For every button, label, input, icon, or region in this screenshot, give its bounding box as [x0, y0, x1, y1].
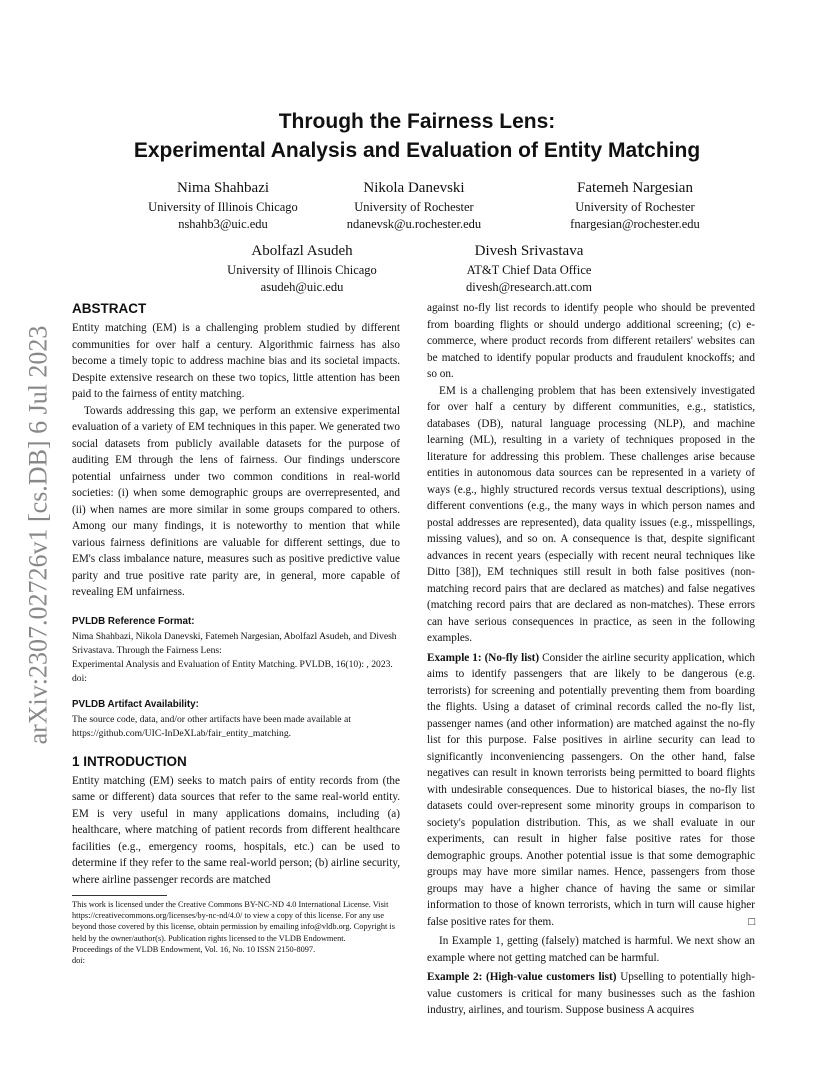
example-2-text: Upselling to potentially high-value customers is critical for many businesses such as the fashion industry, airlines, and tourism. Suppose business A acquires	[427, 971, 756, 1016]
paper-title	[72, 107, 762, 165]
right-column	[427, 300, 755, 1019]
author-email: asudeh@uic.edu	[260, 279, 344, 294]
author-email: nshahb3@uic.edu	[178, 216, 268, 231]
author-block	[128, 178, 318, 232]
author-name: Nikola Danevski	[363, 180, 465, 196]
author-email: ndanevsk@u.rochester.edu	[346, 216, 482, 231]
introduction-paragraph: EM is a challenging problem that has been extensively investigated for over half a century by different communities, e.g., statistics, databases (DB), natural language processing (NLP), and machine learning (ML), resulting in a variety of techniques proposed in the literature for addressing this problem. These challenges arise because entities in autonomous data sources can be represented in a variety of ways (e.g., highly structured records versus textual descriptions), using different conventions (e.g., the many ways in which person names and postal addresses are represented), data quality issues (e.g., misspellings, missing values), and so on. A consequence is that, despite significant advances in recent years (especially with recent neural techniques like Ditto [38]), EM techniques still result in both false positives (non-matching record pairs that are declared as matches) and false negatives (matching record pairs that are declared as non-matches). These errors can have serious consequences in practice, as seen in the following examples.	[427, 384, 755, 644]
footnote-doi: doi:	[72, 956, 85, 966]
author-affiliation: AT&T Chief Data Office	[466, 263, 592, 277]
author-block	[434, 241, 624, 295]
example-2	[427, 969, 755, 1019]
arxiv-stamp-text: arXiv:2307.02726v1 [cs.DB] 6 Jul 2023	[23, 325, 53, 745]
artifact-text: The source code, data, and/or other artifacts have been made available at https://github.com/UIC-InDeXLab/fair_entity_matching.	[72, 713, 351, 739]
reference-citation: Experimental Analysis and Evaluation of Entity Matching. PVLDB, 16(10): , 2023.	[72, 658, 393, 670]
introduction-paragraph: against no-fly list records to identify people who should be prevented from boarding flights or should undergo additional screening; (c) e-commerce, where product records from different retailers' websites can be matched to identify popular products and fraudulent knockoffs; and so on.	[427, 302, 755, 380]
author-email: fnargesian@rochester.edu	[570, 216, 700, 231]
introduction-heading: 1 INTRODUCTION	[72, 753, 187, 769]
author-block	[207, 241, 397, 295]
introduction-paragraph: In Example 1, getting (falsely) matched is harmful. We next show an example where not getting matched can be harmful.	[427, 935, 755, 964]
license-footnote: This work is licensed under the Creative Commons BY-NC-ND 4.0 International License. Visit https://creativecommons.org/licenses/by-nc-nd/4.0/ to view a copy of this license. For any use beyond those covered by this license, obtain permission by emailing info@vldb.org. Copyright is held by the owner/author(s). Publication rights licensed to the VLDB Endowment.	[72, 900, 395, 943]
title-line-2: Experimental Analysis and Evaluation of Entity Matching	[133, 139, 701, 162]
introduction-paragraph: Entity matching (EM) seeks to match pairs of entity records from (the same or different) data sources that refer to the same real-world entity. EM is very useful in many applications domains, including (a) healthcare, where matching of patient records from different healthcare facilities (e.g., emergency rooms, hospitals, etc.) can be used to determine if they refer to the same real-world person; (b) airline security, where airline passenger records are matched	[72, 774, 400, 886]
author-affiliation: University of Rochester	[575, 200, 695, 214]
example-2-label: Example 2: (High-value customers list)	[427, 971, 617, 983]
example-1	[427, 650, 755, 931]
footnote-rule	[72, 895, 167, 896]
author-affiliation: University of Rochester	[354, 200, 474, 214]
left-column	[72, 300, 400, 966]
qed-symbol: □	[748, 915, 755, 928]
title-line-1: Through the Fairness Lens:	[278, 110, 556, 133]
author-affiliation: University of Illinois Chicago	[148, 200, 298, 214]
arxiv-stamp	[18, 300, 58, 770]
proceedings-footnote: Proceedings of the VLDB Endowment, Vol. 16, No. 10 ISSN 2150-8097.	[72, 944, 316, 954]
author-name: Nima Shahbazi	[176, 180, 270, 196]
author-affiliation: University of Illinois Chicago	[227, 263, 377, 277]
author-block	[319, 178, 509, 232]
reference-doi: doi:	[72, 672, 87, 684]
author-block	[540, 178, 730, 232]
reference-authors: Nima Shahbazi, Nikola Danevski, Fatemeh Nargesian, Abolfazl Asudeh, and Divesh Srivastava. Through the Fairness Lens:	[72, 630, 397, 656]
author-name: Fatemeh Nargesian	[577, 180, 693, 196]
reference-format-heading: PVLDB Reference Format:	[72, 615, 195, 627]
author-email: divesh@research.att.com	[465, 279, 593, 294]
example-1-label: Example 1: (No-fly list)	[427, 651, 540, 664]
example-1-text: Consider the airline security application, which aims to identify passengers that are likely to be dangerous (e.g. terrorists) for screening and potentially preventing them from boarding the flights. Using a dataset of criminal records called the no-fly list, passenger names (and other information) are matched against the no-fly list for this purpose. False positives in airline security can lead to significantly inconveniencing passengers. On the other hand, false negatives can result in known terrorists being permitted to board flights with undesirable consequences. Due to historical biases, the no-fly list datasets could over-represent some minority groups in comparison to society's population distribution. This, as we shall evaluate in our experiments, can result in higher false positive rates for those demographic groups. Another potential issue is that some demographic groups may have more similar names. Hence, passengers from those groups may have a higher chance of having the same or similar information to those of known terrorists, which in turn will cause higher false positive rates for them.	[427, 651, 755, 928]
abstract-paragraph: Towards addressing this gap, we perform an extensive experimental evaluation of a variety of EM techniques in this paper. We generated two social datasets from publicly available datasets for the purpose of auditing EM through the lens of fairness. Our findings underscore potential unfairness under two common conditions in real-world societies: (i) when some demographic groups are overrepresented, and (ii) when names are more similar in some groups compared to others. Among our many findings, it is noteworthy to mention that while various fairness definitions are valuable for different settings, due to EM's class imbalance nature, measures such as positive predictive value parity and true positive rate parity are, in general, more capable of revealing EM unfairness.	[72, 404, 400, 598]
abstract-heading: ABSTRACT	[72, 301, 147, 316]
author-name: Divesh Srivastava	[474, 243, 584, 259]
abstract-paragraph: Entity matching (EM) is a challenging problem studied by different communities for over half a century. Algorithmic fairness has also become a timely topic to address machine bias and its societal impacts. Despite extensive research on these two topics, little attention has been paid to the fairness of entity matching.	[72, 322, 400, 400]
artifact-heading: PVLDB Artifact Availability:	[72, 698, 199, 710]
author-name: Abolfazl Asudeh	[251, 243, 353, 259]
